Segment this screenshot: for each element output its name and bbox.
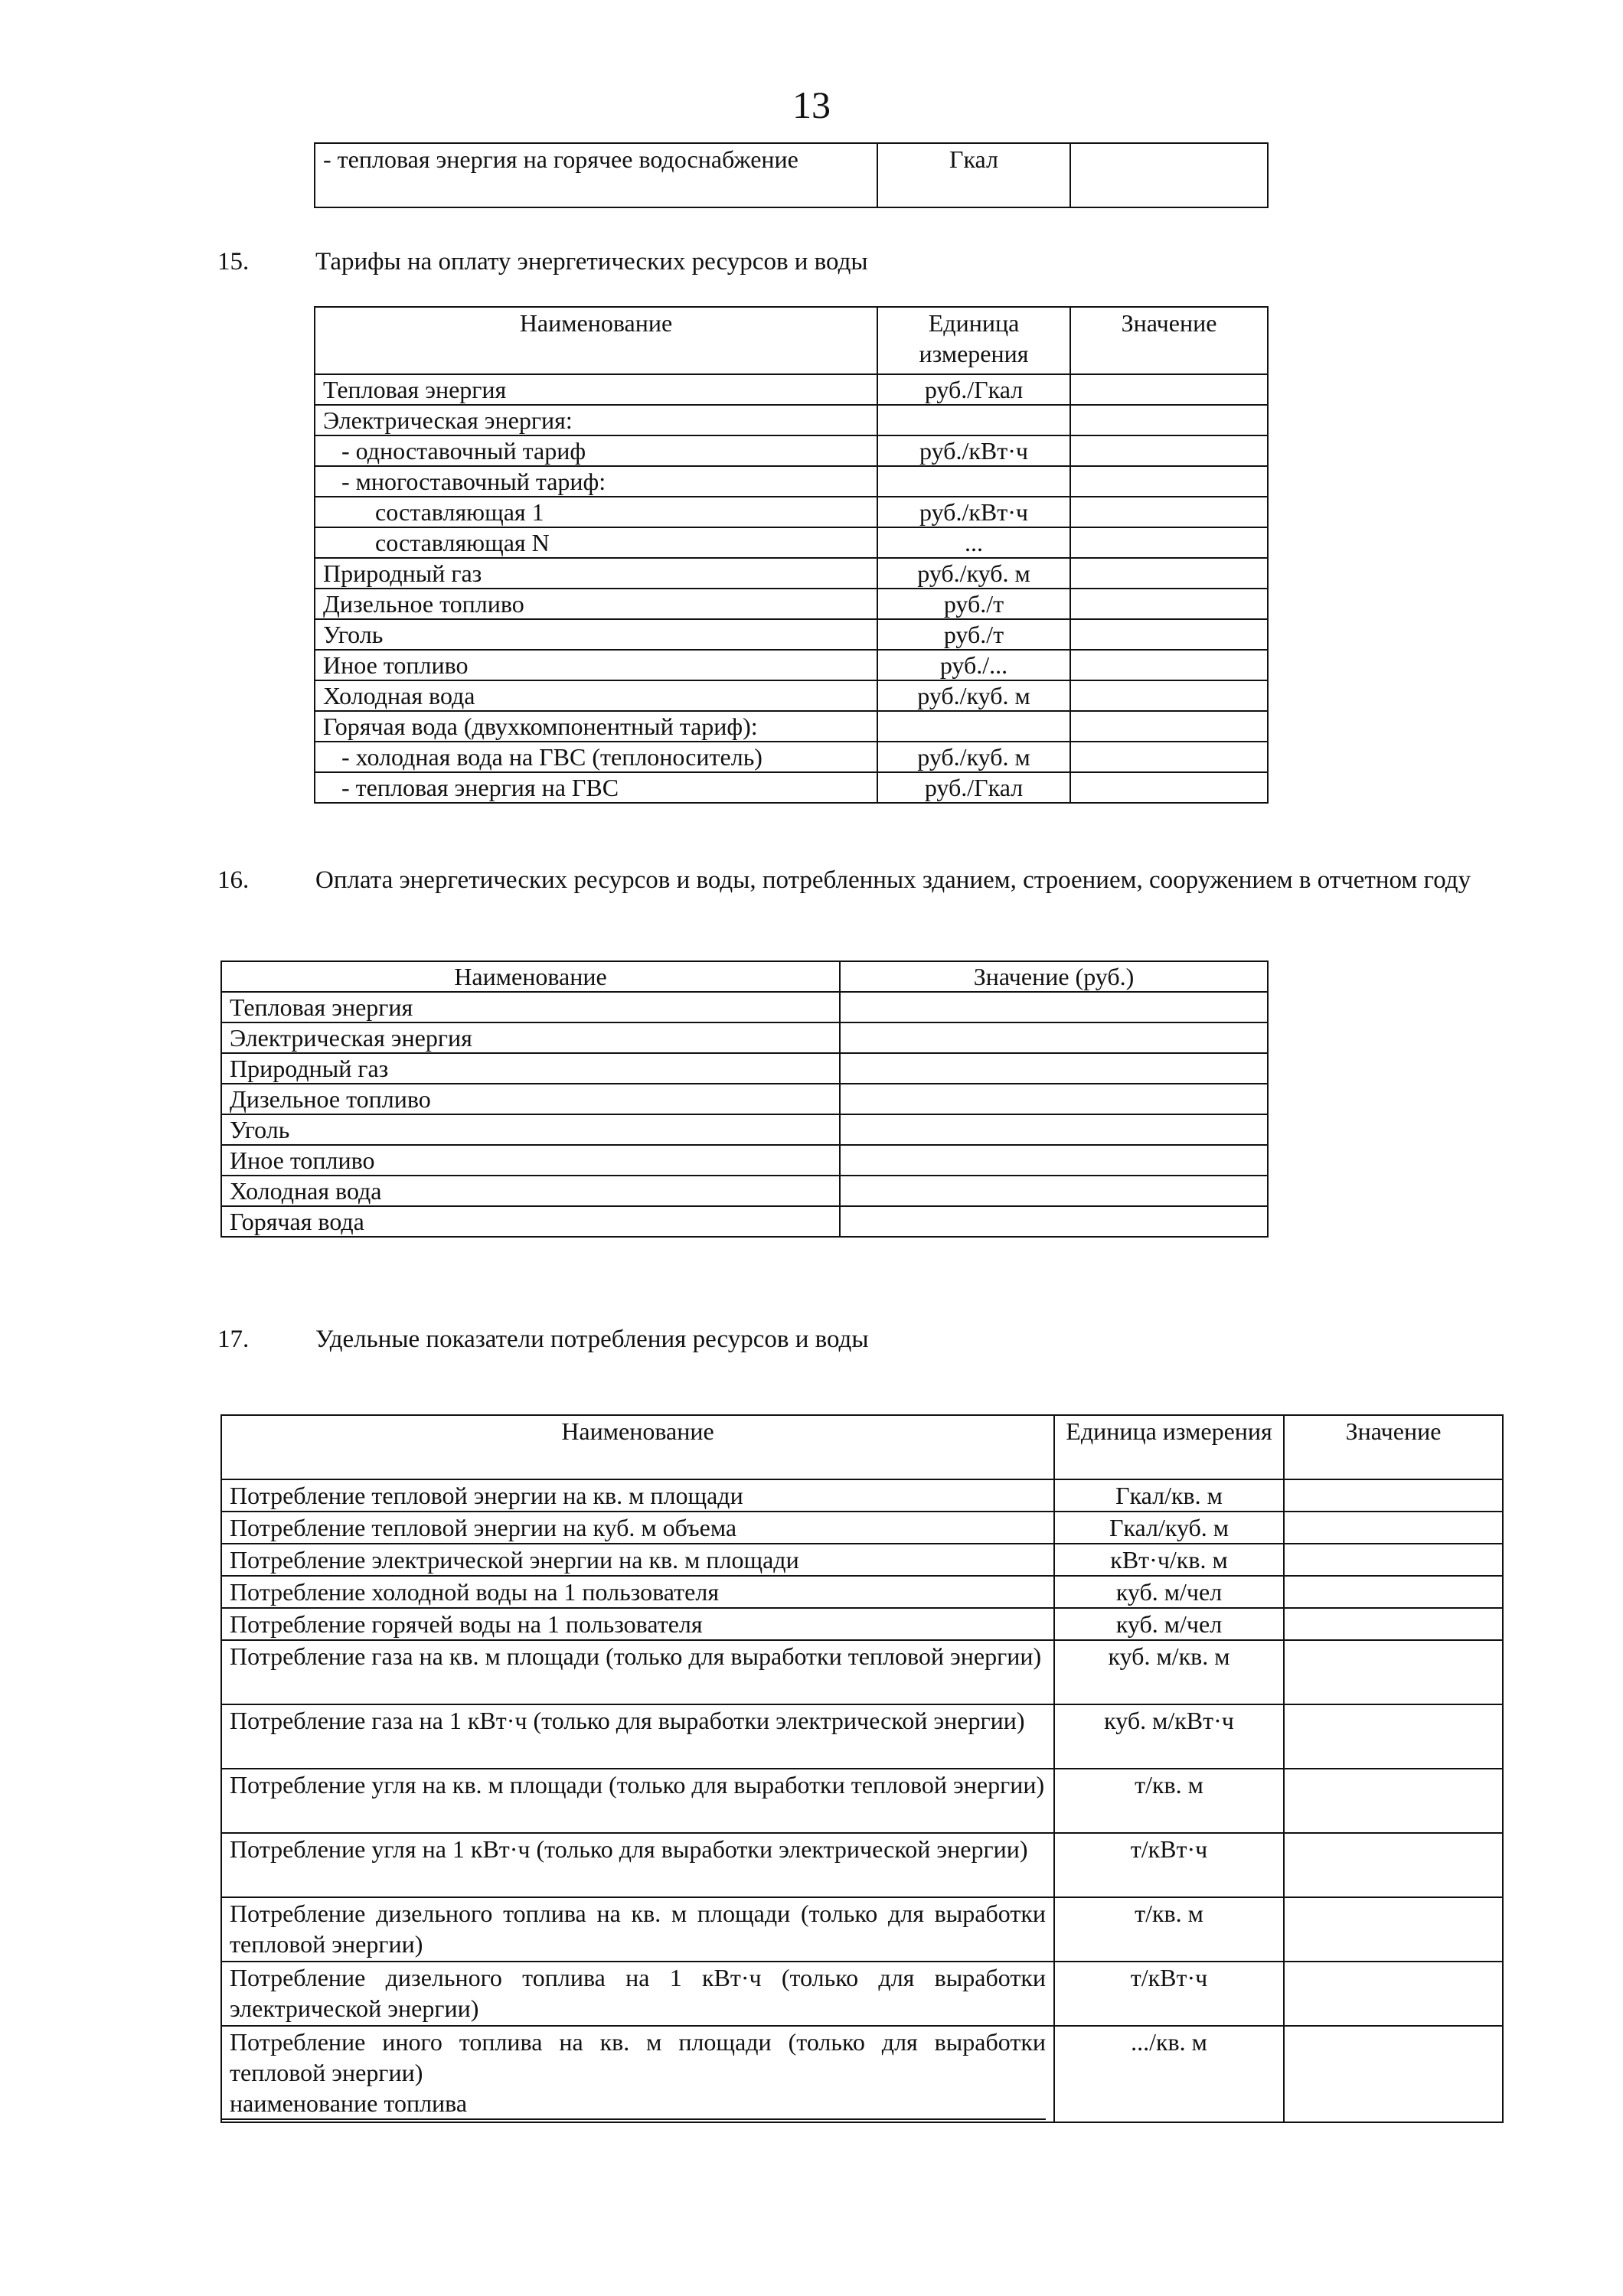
row-name: Потребление электрической энергии на кв. м площади	[221, 1544, 1054, 1576]
value-cell[interactable]	[1284, 1544, 1503, 1576]
header-value: Значение	[1070, 307, 1268, 374]
section-15-number: 15.	[217, 248, 250, 276]
top-table	[314, 142, 1269, 208]
value-cell[interactable]	[1070, 435, 1268, 466]
row-unit: ...	[877, 527, 1070, 558]
row-name: Горячая вода (двухкомпонентный тариф):	[315, 711, 877, 742]
section-17-number: 17.	[217, 1326, 250, 1353]
table-row	[221, 1512, 1503, 1544]
table-row	[221, 1145, 1268, 1176]
row-name: Потребление тепловой энергии на кв. м площади	[221, 1479, 1054, 1512]
row-name: Потребление угля на 1 кВт·ч (только для выработки электрической энергии)	[221, 1833, 1054, 1897]
row-name: Иное топливо	[315, 650, 877, 680]
table-row	[221, 1053, 1268, 1084]
table-row	[315, 466, 1268, 497]
row-unit: куб. м/кв. м	[1054, 1640, 1284, 1704]
row-name: Природный газ	[221, 1053, 840, 1084]
row-name-cell	[221, 2026, 1054, 2122]
page-number: 13	[792, 83, 831, 126]
header-value: Значение (руб.)	[840, 961, 1268, 992]
table-row	[315, 589, 1268, 619]
table-row	[315, 772, 1268, 803]
row-unit: куб. м/кВт·ч	[1054, 1704, 1284, 1769]
row-unit: т/кВт·ч	[1054, 1962, 1284, 2026]
row-name: Горячая вода	[221, 1206, 840, 1237]
row-name: Потребление дизельного топлива на кв. м площади (только для выработки тепловой энергии)	[221, 1897, 1054, 1962]
table-row	[221, 992, 1268, 1022]
value-cell[interactable]	[1070, 619, 1268, 650]
row-name-cell	[315, 466, 877, 497]
row-unit: руб./куб. м	[877, 558, 1070, 589]
row-unit: .../кв. м	[1054, 2026, 1284, 2122]
payment-header-row	[221, 961, 1268, 992]
value-cell[interactable]	[1070, 405, 1268, 435]
section-17-title: Удельные показатели потребления ресурсов и воды	[315, 1326, 869, 1353]
row-unit: Гкал/куб. м	[1054, 1512, 1284, 1544]
value-cell[interactable]	[1070, 466, 1268, 497]
row-name: Дизельное топливо	[315, 589, 877, 619]
header-unit: Единица измерения	[1054, 1415, 1284, 1479]
row-name-cell	[315, 772, 877, 803]
row-unit: руб./куб. м	[877, 742, 1070, 772]
value-cell[interactable]	[840, 992, 1268, 1022]
tariffs-table	[314, 306, 1269, 804]
value-cell[interactable]	[1070, 742, 1268, 772]
table-row	[315, 711, 1268, 742]
value-cell[interactable]	[1070, 589, 1268, 619]
row-name: Потребление тепловой энергии на куб. м объема	[221, 1512, 1054, 1544]
value-cell[interactable]	[840, 1114, 1268, 1145]
header-unit: Единица измерения	[877, 307, 1070, 374]
section-17-heading	[217, 1324, 1595, 1355]
row-name: Потребление иного топлива на кв. м площади (только для выработки тепловой энергии)	[230, 2028, 1046, 2086]
tariffs-header-row	[315, 307, 1268, 374]
value-cell[interactable]	[1070, 772, 1268, 803]
row-unit: т/кв. м	[1054, 1897, 1284, 1962]
value-cell[interactable]	[1284, 1640, 1503, 1704]
table-row	[221, 1544, 1503, 1576]
row-name: Природный газ	[315, 558, 877, 589]
value-cell[interactable]	[840, 1206, 1268, 1237]
table-row	[315, 650, 1268, 680]
top-table-name-cell	[315, 143, 877, 207]
value-cell[interactable]	[1070, 497, 1268, 527]
value-cell[interactable]	[1284, 1962, 1503, 2026]
row-name: Электрическая энергия	[221, 1022, 840, 1053]
row-name: Потребление газа на кв. м площади (только для выработки тепловой энергии)	[221, 1640, 1054, 1704]
table-row	[221, 1640, 1503, 1704]
table-row	[315, 497, 1268, 527]
table-row	[221, 2026, 1503, 2122]
value-cell[interactable]	[1284, 1512, 1503, 1544]
value-cell[interactable]	[840, 1022, 1268, 1053]
row-name: - холодная вода на ГВС (теплоноситель)	[341, 743, 763, 771]
table-row	[221, 1022, 1268, 1053]
value-cell[interactable]	[1284, 1704, 1503, 1769]
row-name: Потребление холодной воды на 1 пользователя	[221, 1576, 1054, 1608]
table-row	[221, 1962, 1503, 2026]
row-name: Уголь	[315, 619, 877, 650]
value-cell[interactable]	[840, 1145, 1268, 1176]
value-cell[interactable]	[1070, 374, 1268, 405]
header-name: Наименование	[221, 1415, 1054, 1479]
payment-table	[220, 960, 1269, 1238]
table-row	[221, 1769, 1503, 1833]
row-name: Потребление дизельного топлива на 1 кВт·ч (только для выработки электрической энергии)	[221, 1962, 1054, 2026]
fuel-name-field[interactable]	[222, 2088, 1046, 2120]
value-cell[interactable]	[1284, 1769, 1503, 1833]
top-table-unit-cell	[877, 143, 1070, 207]
row-unit: Гкал/кв. м	[1054, 1479, 1284, 1512]
value-cell[interactable]	[1284, 1479, 1503, 1512]
top-table-unit: Гкал	[949, 145, 998, 173]
row-name: - тепловая энергия на ГВС	[341, 774, 619, 801]
section-16-heading	[217, 865, 1554, 929]
row-unit: руб./т	[877, 589, 1070, 619]
table-row	[315, 619, 1268, 650]
top-table-name: - тепловая энергия на горячее водоснабжение	[323, 145, 798, 173]
value-cell[interactable]	[1070, 711, 1268, 742]
row-unit: руб./Гкал	[877, 374, 1070, 405]
row-unit	[877, 466, 1070, 497]
value-cell[interactable]	[1284, 2026, 1503, 2122]
value-cell[interactable]	[1070, 527, 1268, 558]
table-row	[221, 1114, 1268, 1145]
table-row	[221, 1576, 1503, 1608]
row-unit: руб./кВт·ч	[877, 497, 1070, 527]
row-name: - многоставочный тариф:	[341, 468, 606, 495]
row-unit: руб./т	[877, 619, 1070, 650]
section-15-title: Тарифы на оплату энергетических ресурсов и воды	[315, 248, 868, 276]
row-unit: куб. м/чел	[1054, 1608, 1284, 1640]
row-unit: т/кВт·ч	[1054, 1833, 1284, 1897]
table-row	[221, 1084, 1268, 1114]
fuel-name-label: наименование топлива	[230, 2089, 468, 2117]
value-cell[interactable]	[1070, 558, 1268, 589]
row-unit: кВт·ч/кв. м	[1054, 1544, 1284, 1576]
row-name: Уголь	[221, 1114, 840, 1145]
table-row	[315, 405, 1268, 435]
row-unit: руб./Гкал	[877, 772, 1070, 803]
row-name-cell	[315, 742, 877, 772]
row-name: Холодная вода	[315, 680, 877, 711]
row-name: Электрическая энергия:	[315, 405, 877, 435]
value-cell[interactable]	[1284, 1833, 1503, 1897]
section-16-number: 16.	[217, 866, 250, 894]
value-cell[interactable]	[1070, 680, 1268, 711]
value-cell[interactable]	[1070, 650, 1268, 680]
table-row	[315, 435, 1268, 466]
row-name: Потребление угля на кв. м площади (только для выработки тепловой энергии)	[221, 1769, 1054, 1833]
table-row	[315, 558, 1268, 589]
table-row	[221, 1704, 1503, 1769]
value-cell[interactable]	[840, 1084, 1268, 1114]
row-name: Потребление газа на 1 кВт·ч (только для выработки электрической энергии)	[221, 1704, 1054, 1769]
header-name: Наименование	[315, 307, 877, 374]
header-name: Наименование	[221, 961, 840, 992]
header-value: Значение	[1284, 1415, 1503, 1479]
row-name: Дизельное топливо	[221, 1084, 840, 1114]
table-row	[315, 374, 1268, 405]
row-name-cell	[315, 497, 877, 527]
table-row	[221, 1206, 1268, 1237]
table-row	[221, 1479, 1503, 1512]
consumption-table	[220, 1414, 1504, 2123]
row-unit: руб./...	[877, 650, 1070, 680]
value-cell[interactable]	[840, 1176, 1268, 1206]
table-row	[315, 527, 1268, 558]
value-cell[interactable]	[840, 1053, 1268, 1084]
table-row	[315, 742, 1268, 772]
row-name-cell	[315, 435, 877, 466]
table-row	[315, 680, 1268, 711]
row-unit: руб./куб. м	[877, 680, 1070, 711]
row-name: Холодная вода	[221, 1176, 840, 1206]
row-name-cell	[315, 527, 877, 558]
row-unit: руб./кВт·ч	[877, 435, 1070, 466]
value-cell[interactable]	[1284, 1608, 1503, 1640]
row-unit	[877, 405, 1070, 435]
table-row	[221, 1176, 1268, 1206]
row-unit	[877, 711, 1070, 742]
row-name: Иное топливо	[221, 1145, 840, 1176]
row-name: - одноставочный тариф	[341, 437, 586, 465]
value-cell[interactable]	[1284, 1576, 1503, 1608]
value-cell[interactable]	[1284, 1897, 1503, 1962]
row-unit: куб. м/чел	[1054, 1576, 1284, 1608]
row-name: составляющая N	[375, 529, 550, 556]
table-row	[221, 1608, 1503, 1640]
row-unit: т/кв. м	[1054, 1769, 1284, 1833]
row-name: составляющая 1	[375, 498, 544, 526]
table-row	[221, 1833, 1503, 1897]
section-15-heading	[217, 246, 1595, 277]
section-16-title: Оплата энергетических ресурсов и воды, потребленных зданием, строением, сооружением в отчетном году	[315, 866, 1471, 894]
row-name: Тепловая энергия	[315, 374, 877, 405]
top-table-value-cell[interactable]	[1070, 143, 1268, 207]
row-name: Тепловая энергия	[221, 992, 840, 1022]
table-row	[221, 1897, 1503, 1962]
consumption-header-row	[221, 1415, 1503, 1479]
row-name: Потребление горячей воды на 1 пользователя	[221, 1608, 1054, 1640]
